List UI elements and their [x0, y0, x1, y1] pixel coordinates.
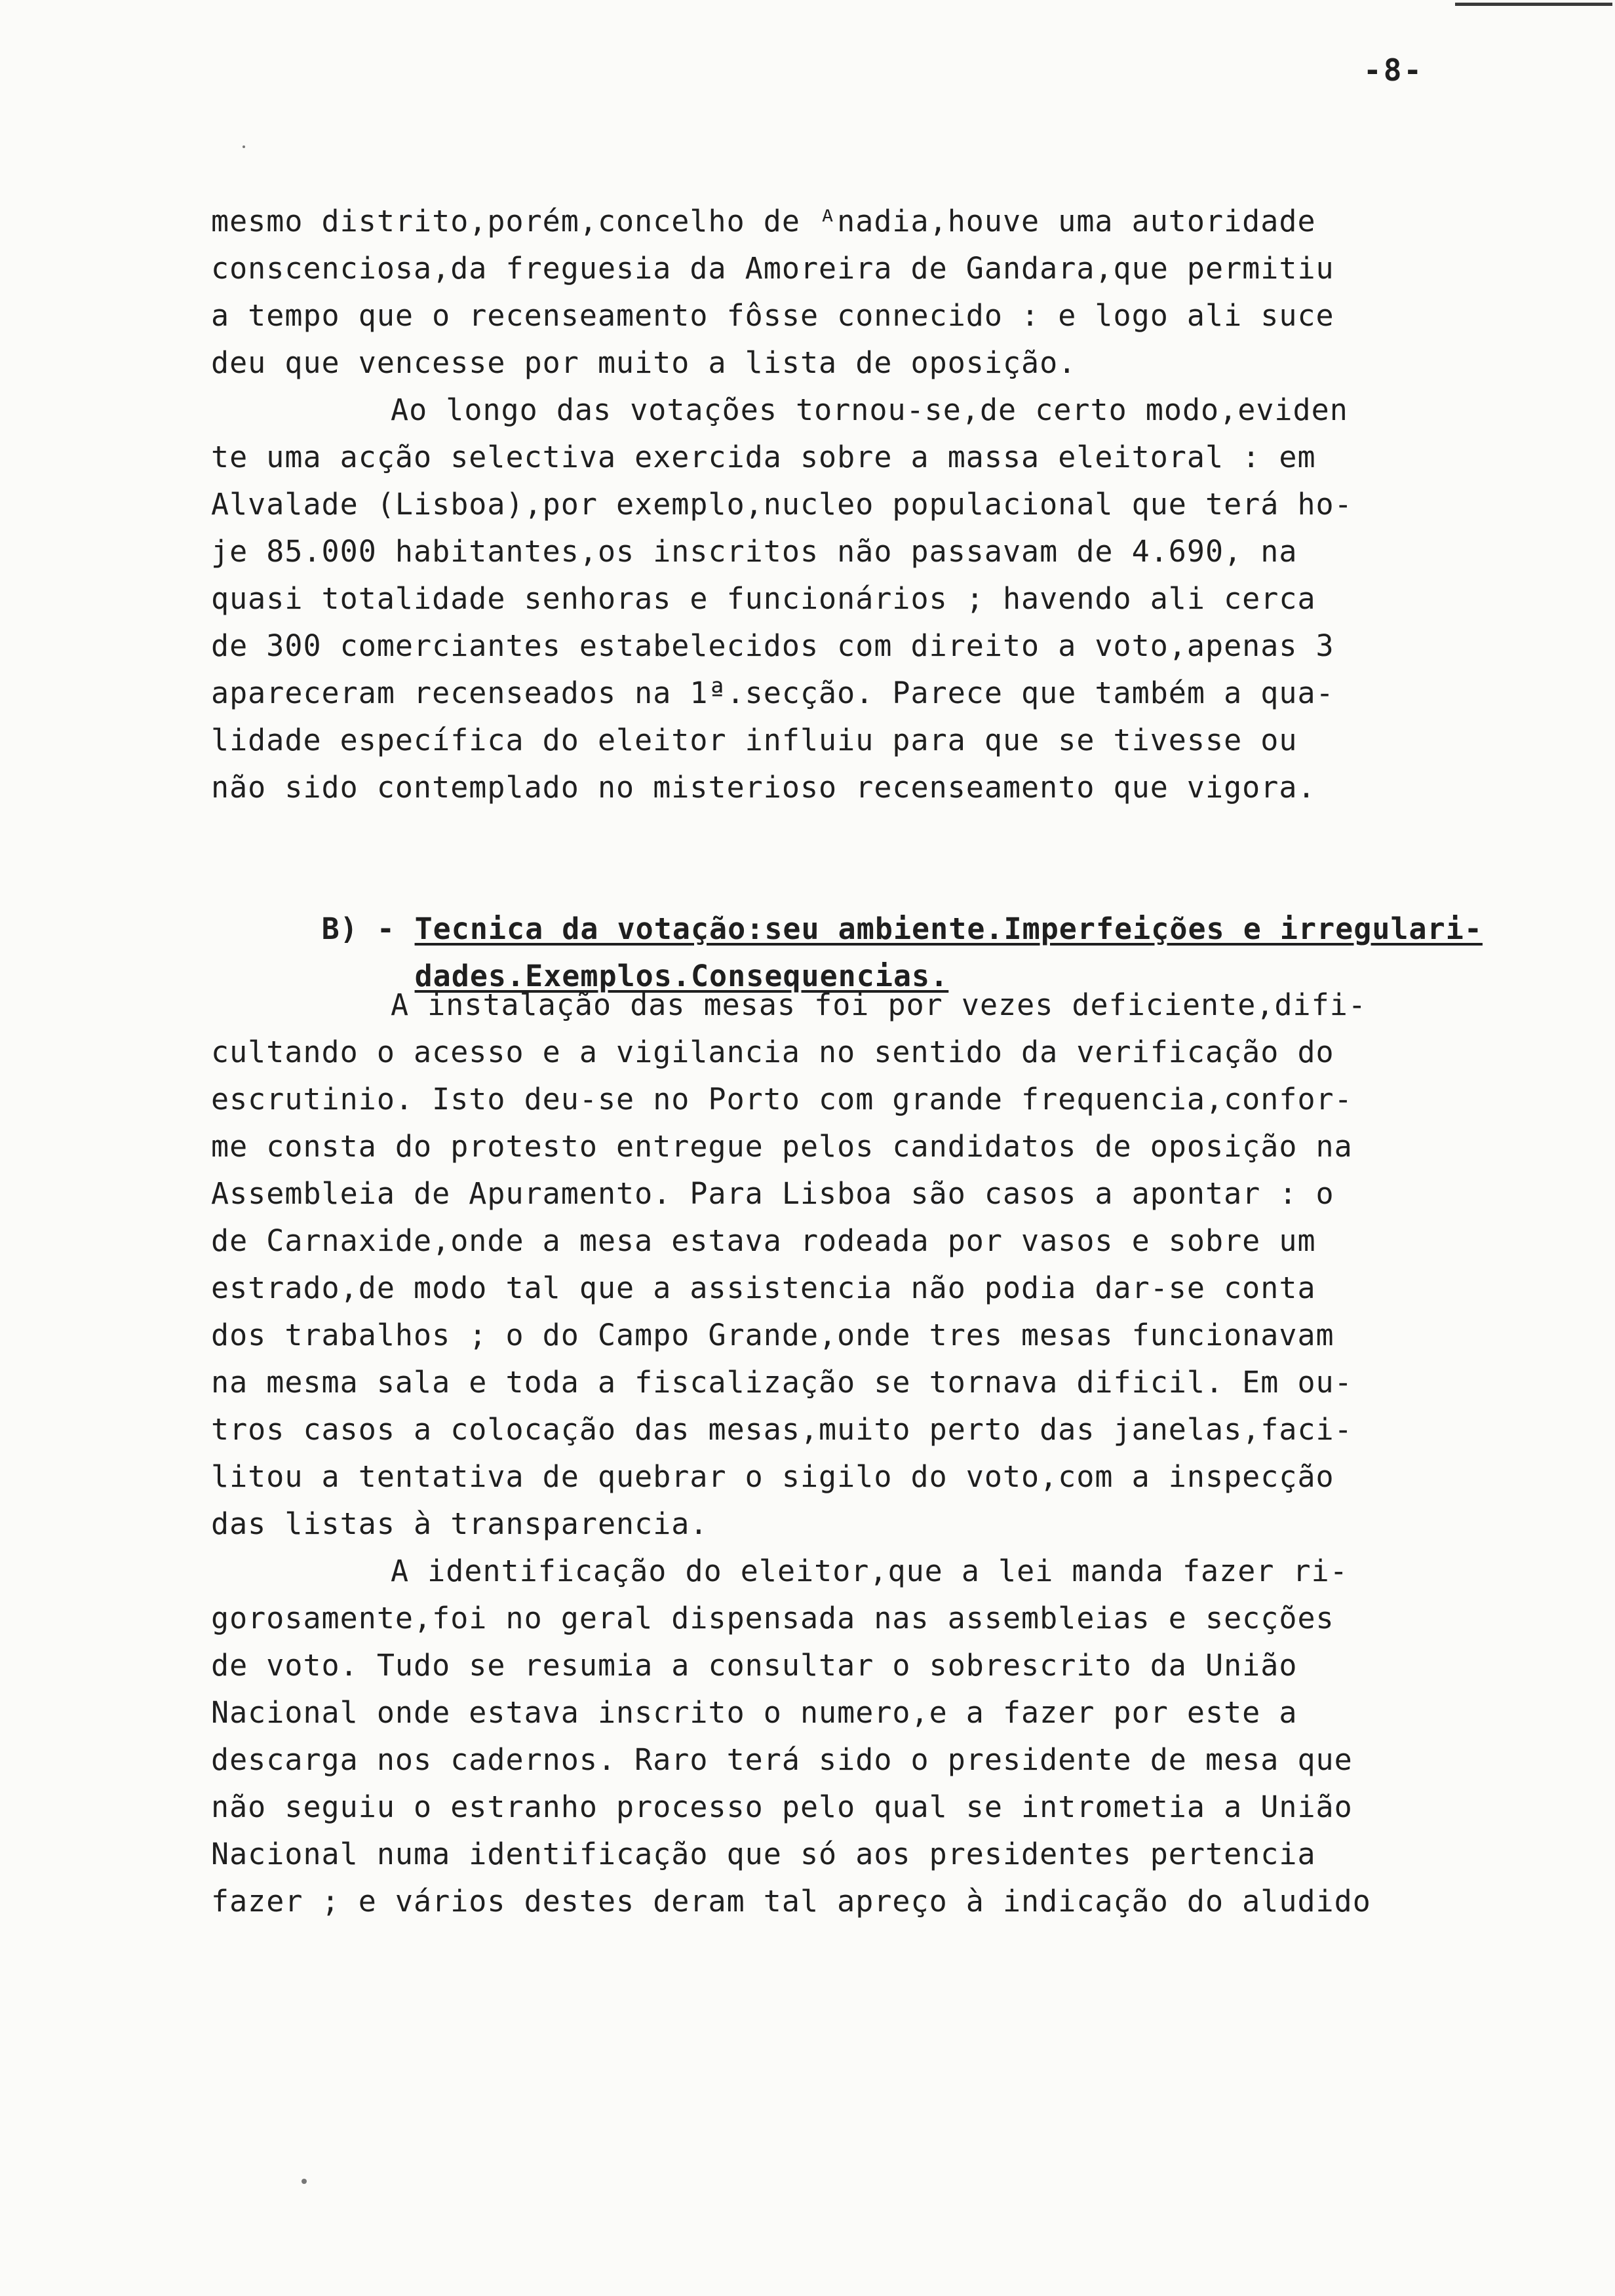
paragraph-recenseamento: [211, 198, 1522, 811]
section-title-line-1: Tecnica da votação:seu ambiente.Imperfeições e irregulari-: [414, 911, 1483, 946]
text-line: Alvalade (Lisboa),por exemplo,nucleo populacional que terá ho-: [211, 487, 1353, 522]
scan-speck: [302, 2179, 307, 2184]
text-line: mesmo distrito,porém,concelho de ᴬnadia,houve uma autoridade: [211, 204, 1316, 239]
text-line: na mesma sala e toda a fiscalização se tornava dificil. Em ou-: [211, 1365, 1353, 1400]
text-line: não seguiu o estranho processo pelo qual se intrometia a União: [211, 1789, 1353, 1824]
text-line: Nacional numa identificação que só aos presidentes pertencia: [211, 1837, 1316, 1871]
text-line: deu que vencesse por muito a lista de oposição.: [211, 345, 1077, 380]
text-line: gorosamente,foi no geral dispensada nas assembleias e secções: [211, 1601, 1334, 1636]
text-line: estrado,de modo tal que a assistencia não podia dar-se conta: [211, 1271, 1316, 1305]
text-line: te uma acção selectiva exercida sobre a massa eleitoral : em: [211, 440, 1316, 474]
text-line: litou a tentativa de quebrar o sigilo do voto,com a inspecção: [211, 1459, 1334, 1494]
text-line: Assembleia de Apuramento. Para Lisboa são casos a apontar : o: [211, 1176, 1334, 1211]
paragraph-tecnica-votacao: [211, 982, 1522, 1925]
text-line: cultando o acesso e a vigilancia no sentido da verificação do: [211, 1035, 1334, 1069]
section-heading: [211, 858, 1548, 993]
text-line: não sido contemplado no misterioso recenseamento que vigora.: [211, 770, 1316, 805]
text-line: Nacional onde estava inscrito o numero,e a fazer por este a: [211, 1695, 1298, 1730]
text-line: apareceram recenseados na 1ª.secção. Parece que também a qua-: [211, 676, 1334, 710]
text-line: de Carnaxide,onde a mesa estava rodeada por vasos e sobre um: [211, 1223, 1316, 1258]
text-line: lidade específica do eleitor influiu para que se tivesse ou: [211, 723, 1298, 757]
text-line: de 300 comerciantes estabelecidos com direito a voto,apenas 3: [211, 628, 1334, 663]
text-line: de voto. Tudo se resumia a consultar o sobrescrito da União: [211, 1648, 1298, 1683]
text-line: fazer ; e vários destes deram tal apreço à indicação do aludido: [211, 1884, 1371, 1919]
scan-edge-mark: [1455, 3, 1612, 6]
text-line: dos trabalhos ; o do Campo Grande,onde tres mesas funcionavam: [211, 1318, 1334, 1352]
text-line: das listas à transparencia.: [211, 1506, 709, 1541]
text-line: je 85.000 habitantes,os inscritos não passavam de 4.690, na: [211, 534, 1298, 569]
text-line: Ao longo das votações tornou-se,de certo modo,eviden: [391, 392, 1348, 427]
text-line: descarga nos cadernos. Raro terá sido o presidente de mesa que: [211, 1742, 1353, 1777]
section-label: B) -: [321, 911, 395, 946]
text-line: me consta do protesto entregue pelos candidatos de oposição na: [211, 1129, 1353, 1164]
text-line: quasi totalidade senhoras e funcionários ; havendo ali cerca: [211, 581, 1316, 616]
text-line: A identificação do eleitor,que a lei manda fazer ri-: [391, 1554, 1348, 1588]
section-title-line-2: dades.Exemplos.Consequencias.: [414, 959, 949, 993]
scan-speck: [243, 145, 245, 148]
text-line: conscenciosa,da freguesia da Amoreira de Gandara,que permitiu: [211, 251, 1334, 286]
text-line: a tempo que o recenseamento fôsse connecido : e logo ali suce: [211, 298, 1334, 333]
text-line: A instalação das mesas foi por vezes deficiente,difi-: [391, 987, 1367, 1022]
text-line: escrutinio. Isto deu-se no Porto com grande frequencia,confor-: [211, 1082, 1353, 1117]
page-number: -8-: [1363, 52, 1424, 88]
text-line: tros casos a colocação das mesas,muito perto das janelas,faci-: [211, 1412, 1353, 1447]
